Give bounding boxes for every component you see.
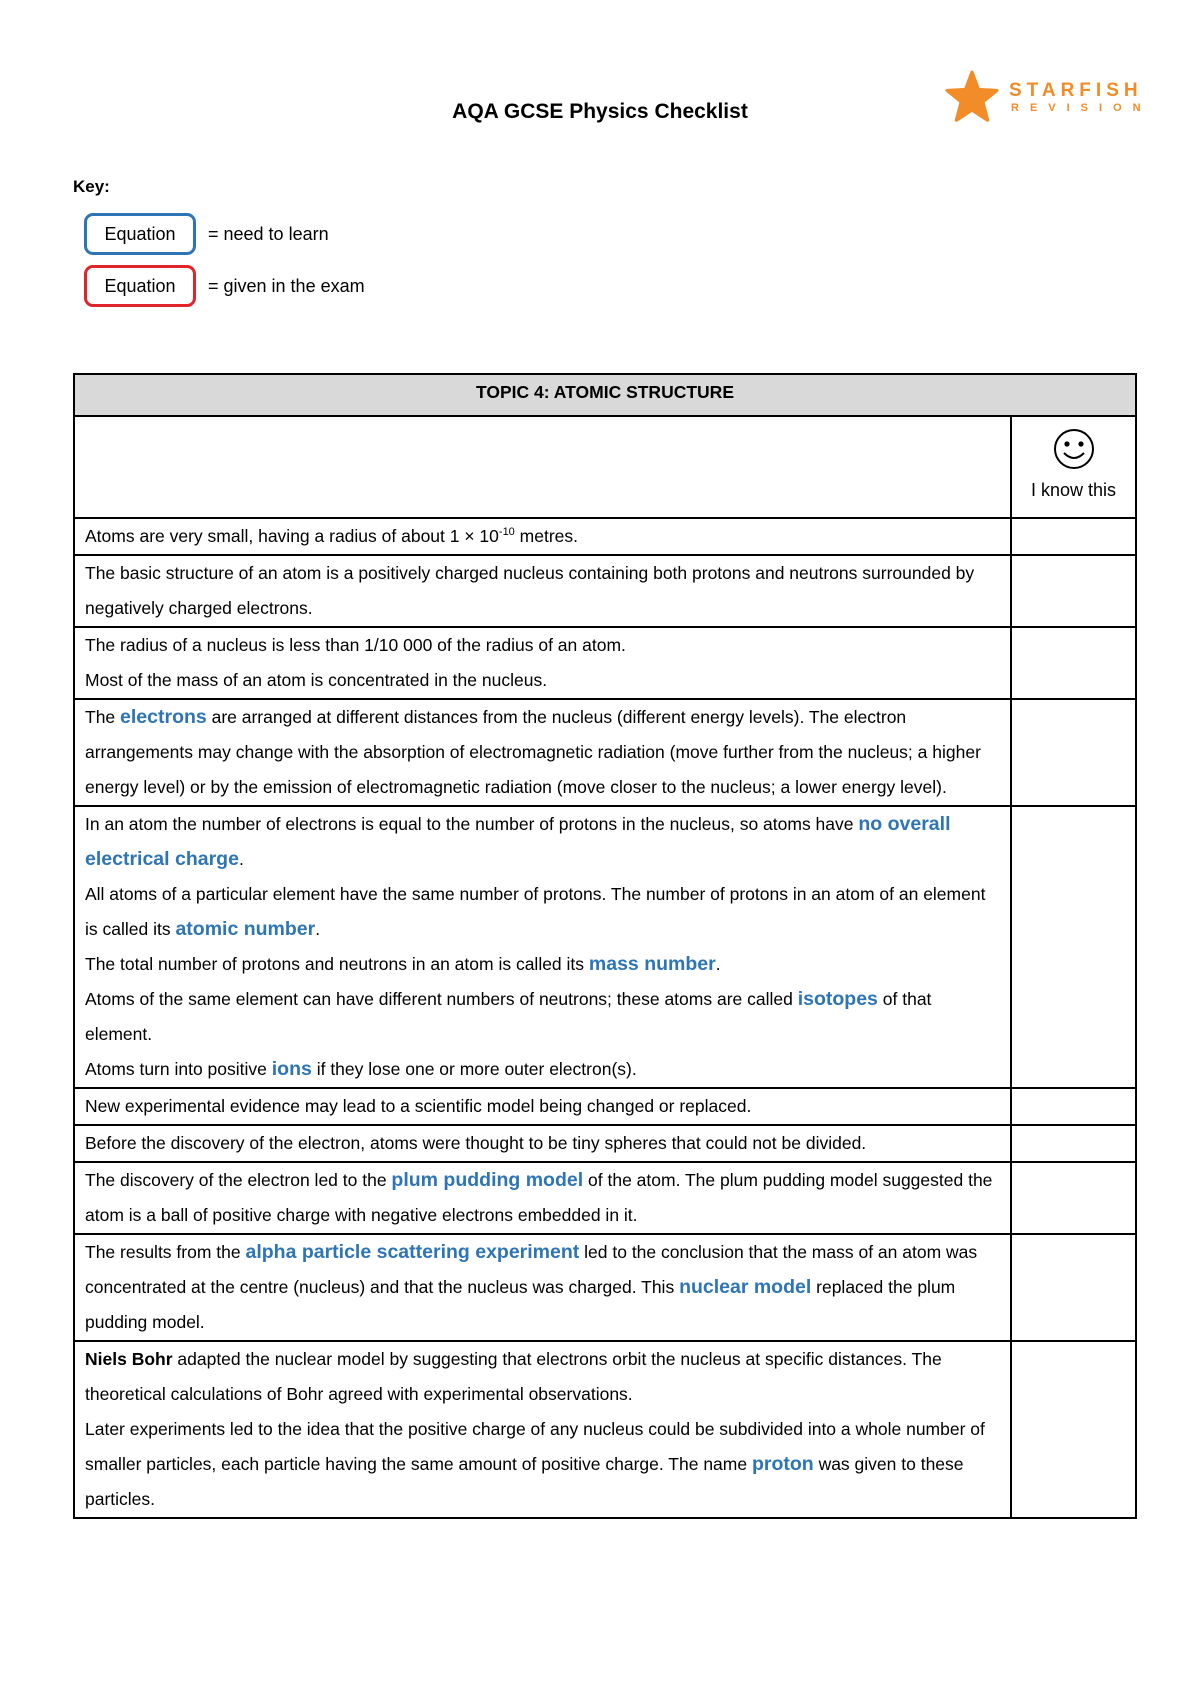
key-box-red: Equation: [84, 265, 196, 307]
checkbox-cell[interactable]: [1011, 806, 1136, 1088]
key-meaning: = given in the exam: [208, 275, 365, 296]
keyword: ions: [271, 1058, 312, 1080]
key-box-blue: Equation: [84, 213, 196, 255]
row-text: The basic structure of an atom is a positively charged nucleus containing both protons and neutrons surrounded by negatively charged electrons.: [74, 555, 1011, 627]
table-row: [74, 1341, 1136, 1518]
keyword: plum pudding model: [391, 1169, 584, 1191]
keyword: atomic number: [175, 918, 316, 940]
key-meaning: = need to learn: [208, 223, 329, 244]
starfish-revision-logo: [945, 70, 1152, 126]
table-row: [74, 806, 1136, 1088]
checklist-table: [73, 373, 1137, 1519]
key-row-given: [84, 264, 365, 308]
checkbox-cell[interactable]: [1011, 518, 1136, 555]
topic-header: TOPIC 4: ATOMIC STRUCTURE: [74, 374, 1136, 416]
row-text: The results from the alpha particle scattering experiment led to the conclusion that the mass of an atom was concentrated at the centre (nucleus) and that the nucleus was charged. This nuclear model replaced the plum pudding model.: [74, 1234, 1011, 1341]
check-header-cell: [1011, 416, 1136, 518]
row-text: New experimental evidence may lead to a scientific model being changed or replaced.: [74, 1088, 1011, 1125]
row-text: In an atom the number of electrons is equal to the number of protons in the nucleus, so atoms have no overall electrical charge. All atoms of a particular element have the same number of protons. The number of protons in an atom of an element is called its atomic number. The total number of protons and neutrons in an atom is called its mass number. Atoms of the same element can have different numbers of neutrons; these atoms are called isotopes of that element. Atoms turn into positive ions if they lose one or more outer electron(s).: [74, 806, 1011, 1088]
i-know-this-label: I know this: [1030, 480, 1117, 500]
checkbox-cell[interactable]: [1011, 1088, 1136, 1125]
table-row: [74, 1234, 1136, 1341]
table-row: [74, 699, 1136, 806]
checkbox-cell[interactable]: [1011, 627, 1136, 699]
checkbox-cell[interactable]: [1011, 1234, 1136, 1341]
key-label: Key:: [73, 177, 110, 196]
page-title: AQA GCSE Physics Checklist: [452, 100, 748, 123]
starfish-icon: [945, 70, 999, 124]
keyword: alpha particle scattering experiment: [245, 1241, 580, 1263]
table-row: [74, 1088, 1136, 1125]
row-text: The discovery of the electron led to the plum pudding model of the atom. The plum pudding model suggested the atom is a ball of positive charge with negative electrons embedded in it.: [74, 1162, 1011, 1234]
keyword: proton: [751, 1453, 814, 1475]
logo-brand-text: STARFISH: [1009, 80, 1143, 101]
table-row: [74, 555, 1136, 627]
keyword: no overall electrical charge: [85, 813, 951, 870]
checkbox-cell[interactable]: [1011, 555, 1136, 627]
table-row: [74, 1125, 1136, 1162]
table-row: [74, 627, 1136, 699]
row-text: Before the discovery of the electron, atoms were thought to be tiny spheres that could not be divided.: [74, 1125, 1011, 1162]
bold-name: Niels Bohr: [85, 1349, 173, 1369]
table-row: [74, 1162, 1136, 1234]
header-blank-cell: [74, 416, 1011, 518]
row-text: Niels Bohr adapted the nuclear model by suggesting that electrons orbit the nucleus at specific distances. The theoretical calculations of Bohr agreed with experimental observations. Later experiments led to the idea that the positive charge of any nucleus could be subdivided into a whole number of smaller particles, each particle having the same amount of positive charge. The name proton was given to these particles.: [74, 1341, 1011, 1518]
keyword: mass number: [588, 953, 716, 975]
logo-sub-text: REVISION: [1011, 102, 1152, 114]
row-text: The radius of a nucleus is less than 1/10 000 of the radius of an atom. Most of the mass of an atom is concentrated in the nucleus.: [74, 627, 1011, 699]
checkbox-cell[interactable]: [1011, 699, 1136, 806]
row-text: The electrons are arranged at different distances from the nucleus (different energy levels). The electron arrangements may change with the absorption of electromagnetic radiation (move further from the nucleus; a higher energy level) or by the emission of electromagnetic radiation (move closer to the nucleus; a lower energy level).: [74, 699, 1011, 806]
row-text: Atoms are very small, having a radius of about $1 \times 10^{-10}$ metres.: [74, 518, 1011, 555]
checkbox-cell[interactable]: [1011, 1341, 1136, 1518]
table-row: [74, 518, 1136, 555]
checkbox-cell[interactable]: [1011, 1125, 1136, 1162]
keyword: isotopes: [797, 988, 878, 1010]
keyword: nuclear model: [679, 1276, 812, 1298]
keyword: electrons: [120, 706, 207, 728]
key-row-learn: [84, 212, 329, 256]
checkbox-cell[interactable]: [1011, 1162, 1136, 1234]
smiley-icon: [1052, 427, 1096, 471]
